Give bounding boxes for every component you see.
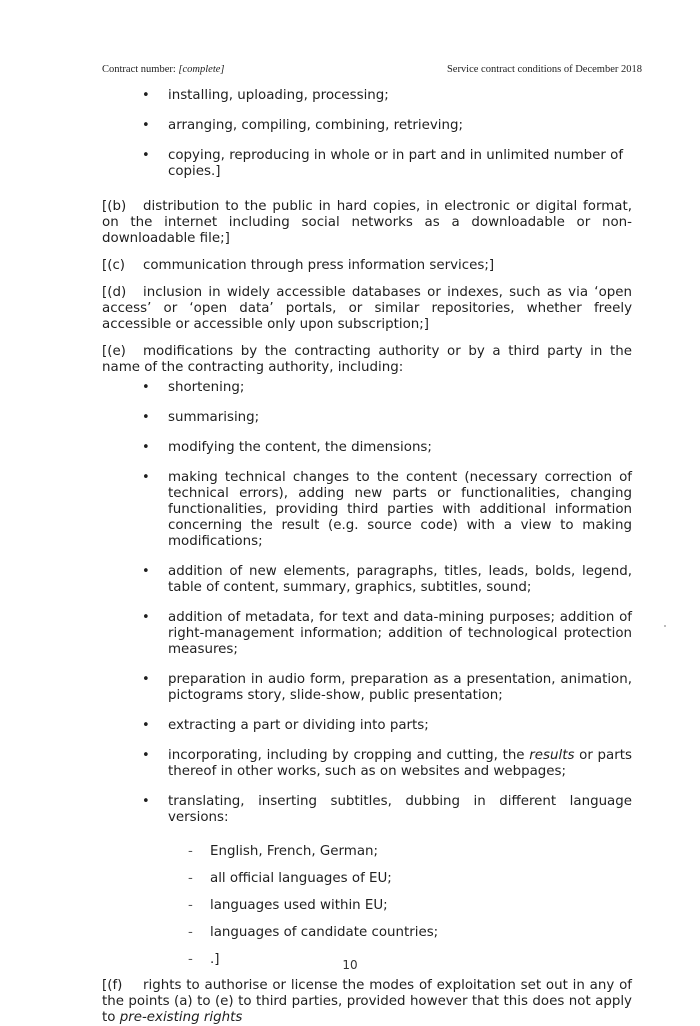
paragraph-text: communication through press information services;] [143,258,495,273]
paragraph-text: distribution to the public in hard copies, in electronic or digital format, on the internet including social networks as a downloadable or non-downloadable file;] [102,199,632,246]
list-item: • summarising; [102,410,632,426]
dash-item: - all official languages of EU; [102,871,632,887]
contract-number-value: [complete] [178,64,225,75]
paragraph-emphasis: pre-existing rights [119,1010,243,1025]
paragraph-text: inclusion in widely accessible databases or indexes, such as via ‘open access’ or ‘open data’ portals, or similar repositories, whether freely accessible or accessible only upon subscription;] [102,285,632,332]
list-item: • copying, reproducing in whole or in part and in unlimited number of copies.] [102,148,632,180]
paragraph-text: rights to authorise or license the modes of exploitation set out in any of the points (a) to (e) to third parties, provided however that this does not apply to [102,978,632,1025]
list-item-text: or parts thereof in other works, such as on websites and webpages; [168,748,632,779]
list-item: • making technical changes to the content (necessary correction of technical errors), adding new parts or functionalities, changing functionalities, providing third parties with additional information concerning the result (e.g. source code) with a view to making modifications; [102,470,632,550]
paragraph-label: [(f) [102,978,123,993]
paragraph-d [102,285,632,333]
list-item [102,748,632,780]
list-item: • extracting a part or dividing into parts; [102,718,632,734]
paragraph-label: [(b) [102,199,127,214]
contract-conditions-title: Service contract conditions of December 2018 [446,64,642,75]
dash-item: - English, French, German; [102,844,632,860]
paragraph-text: modifications by the contracting authority or by a third party in the name of the contracting authority, including: [102,344,632,375]
list-item: • installing, uploading, processing; [102,88,632,104]
list-item-text: incorporating, including by cropping and cutting, the [168,748,530,763]
list-item: • addition of metadata, for text and data-mining purposes; addition of right-management information; addition of technological protection measures; [102,610,632,658]
list-item: • shortening; [102,380,632,396]
scan-speck [664,625,666,627]
list-item: • modifying the content, the dimensions; [102,440,632,456]
contract-number [102,64,224,75]
list-item-emphasis: results [529,748,575,763]
document-body [102,88,632,1026]
dash-item: - languages of candidate countries; [102,925,632,941]
dash-item: - .] [102,952,632,968]
paragraph-f [102,978,632,1026]
list-item: • preparation in audio form, preparation as a presentation, animation, pictograms story, slide-show, public presentation; [102,672,632,704]
list-item: • addition of new elements, paragraphs, titles, leads, bolds, legend, table of content, summary, graphics, subtitles, sound; [102,564,632,596]
paragraph-b [102,199,632,247]
dash-item: - languages used within EU; [102,898,632,914]
paragraph-label: [(d) [102,285,127,300]
contract-number-label: Contract number: [102,64,179,75]
list-item: • translating, inserting subtitles, dubbing in different language versions: [102,794,632,826]
paragraph-label: [(e) [102,344,126,359]
list-item: • arranging, compiling, combining, retrieving; [102,118,632,134]
paragraph-e [102,344,632,376]
paragraph-label: [(c) [102,258,126,273]
paragraph-c [102,258,632,274]
page-number: 10 [342,958,358,972]
